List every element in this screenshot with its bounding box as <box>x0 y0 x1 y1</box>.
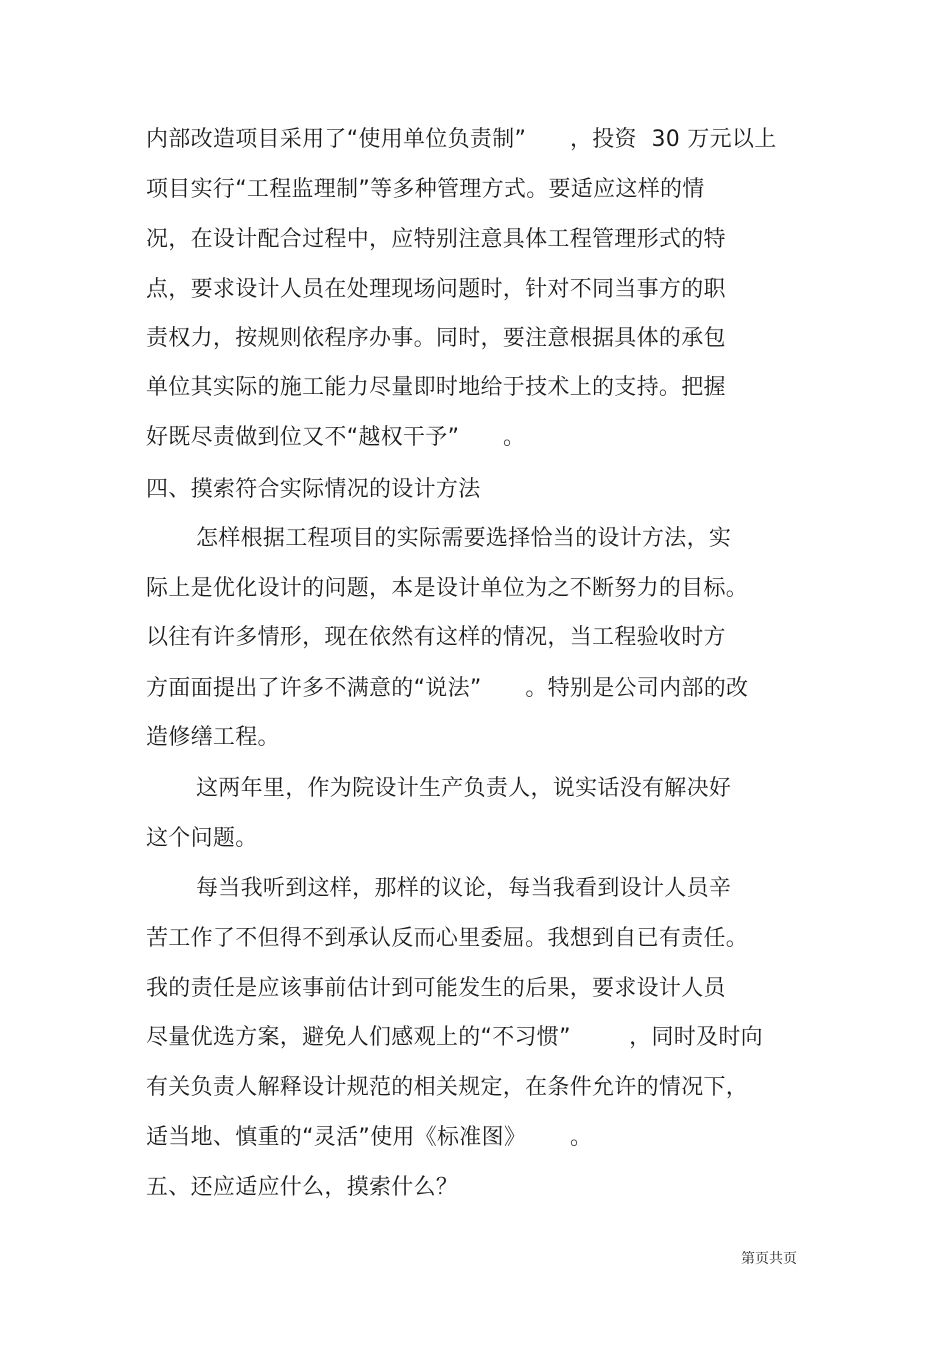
text-line: 适当地、慎重的“灵活”使用《标准图》 。 <box>146 1125 593 1150</box>
text-line: 以往有许多情形，现在依然有这样的情况，当工程验收时方 <box>146 625 726 650</box>
text-line: 好既尽责做到位又不“越权干予” 。 <box>146 425 526 450</box>
text-line: 项目实行“工程监理制”等多种管理方式。要适应这样的情 <box>146 177 705 202</box>
text-line: 点，要求设计人员在处理现场问题时，针对不同当事方的职 <box>146 277 726 302</box>
text-line: 单位其实际的施工能力尽量即时地给于技术上的支持。把握 <box>146 375 726 400</box>
paragraph-first-line: 这两年里，作为院设计生产负责人，说实话没有解决好 <box>196 776 732 801</box>
text-line: 有关负责人解释设计规范的相关规定，在条件允许的情况下， <box>146 1075 749 1100</box>
text-line: 这个问题。 <box>146 826 258 851</box>
text-line: 苦工作了不但得不到承认反而心里委屈。我想到自已有责任。 <box>146 926 749 951</box>
page-footer: 第页共页 <box>741 1251 797 1267</box>
text-line: 造修缮工程。 <box>146 725 280 750</box>
text-line: 况，在设计配合过程中，应特别注意具体工程管理形式的特 <box>146 227 726 252</box>
section-heading: 五、还应适应什么，摸索什么？ <box>146 1175 459 1200</box>
paragraph-first-line: 每当我听到这样，那样的议论，每当我看到设计人员辛 <box>196 876 732 901</box>
text-line: 责权力，按规则依程序办事。同时，要注意根据具体的承包 <box>146 326 726 351</box>
text-line: 尽量优选方案，避免人们感观上的“不习惯” ，同时及时向 <box>146 1025 763 1050</box>
text-line: 际上是优化设计的问题，本是设计单位为之不断努力的目标。 <box>146 576 749 601</box>
section-heading: 四、摸索符合实际情况的设计方法 <box>146 477 481 502</box>
text-line: 方面面提出了许多不满意的“说法” 。特别是公司内部的改 <box>146 676 749 701</box>
paragraph-first-line: 怎样根据工程项目的实际需要选择恰当的设计方法，实 <box>196 526 732 551</box>
text-line: 内部改造项目采用了“使用单位负责制” ，投资 30 万元以上 <box>146 127 777 152</box>
text-line: 我的责任是应该事前估计到可能发生的后果，要求设计人员 <box>146 976 726 1001</box>
